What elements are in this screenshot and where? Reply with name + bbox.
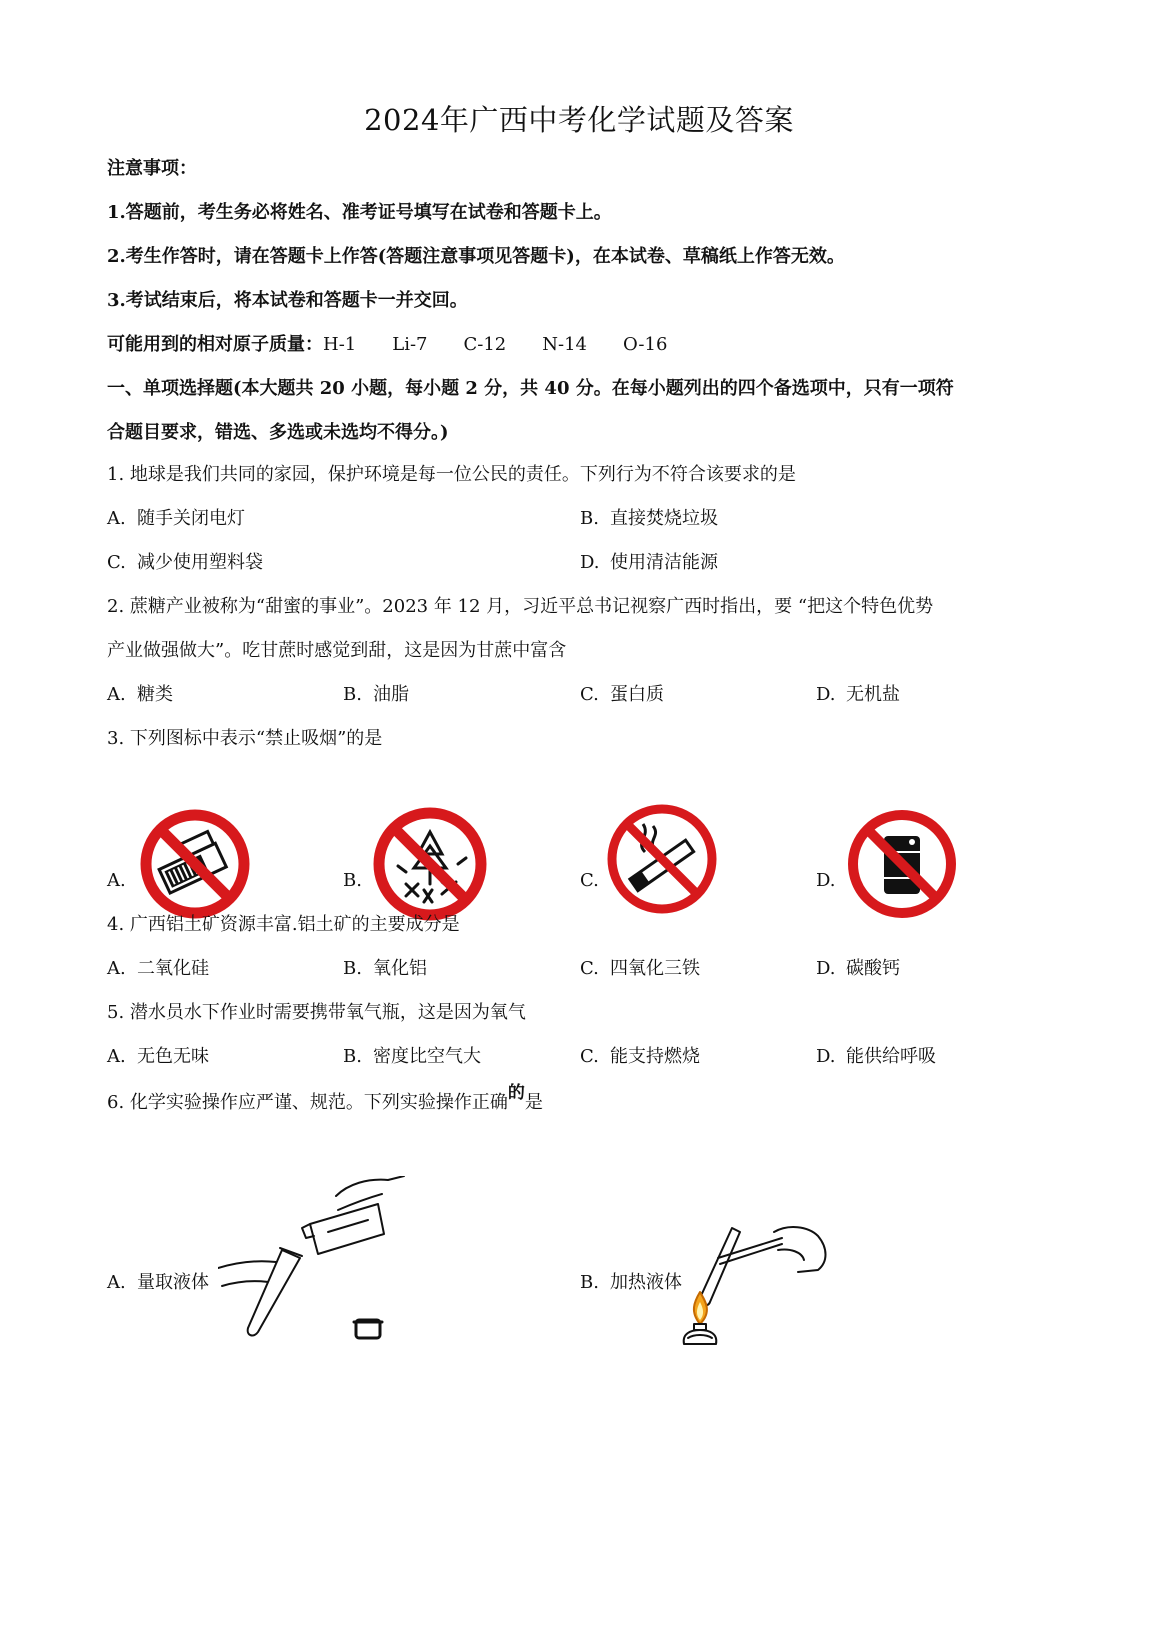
atomic-mass-value: H-1 bbox=[323, 334, 357, 355]
pouring-liquid-icon bbox=[218, 1176, 418, 1346]
option-letter: B. bbox=[343, 684, 362, 705]
option-letter: B. bbox=[343, 958, 362, 979]
question-6-stem bbox=[107, 1083, 543, 1114]
option-letter: D. bbox=[580, 552, 600, 573]
question-5-option-b[interactable] bbox=[343, 1042, 481, 1068]
option-letter: A. bbox=[107, 1046, 126, 1067]
option-letter: A. bbox=[107, 870, 126, 891]
option-letter: D. bbox=[816, 870, 836, 891]
option-text: 二氧化硅 bbox=[137, 958, 209, 979]
option-text: 氧化铝 bbox=[373, 958, 427, 979]
question-6-stem-text: 6. 化学实验操作应严谨、规范。下列实验操作正确 bbox=[107, 1092, 508, 1113]
notice-item-1: 1.答题前，考生务必将姓名、准考证号填写在试卷和答题卡上。 bbox=[107, 202, 612, 223]
question-1-option-a[interactable] bbox=[107, 504, 245, 530]
option-letter: C. bbox=[580, 684, 599, 705]
option-letter: C. bbox=[580, 1046, 599, 1067]
question-3-option-b[interactable] bbox=[343, 870, 362, 891]
option-text: 四氧化三铁 bbox=[610, 958, 700, 979]
question-2-stem-line-1: 2. 蔗糖产业被称为“甜蜜的事业”。2023 年 12 月，习近平总书记视察广西时指出，要 “把这个特色优势 bbox=[107, 596, 934, 617]
no-matches-icon bbox=[139, 808, 251, 920]
question-5-stem: 5. 潜水员水下作业时需要携带氧气瓶，这是因为氧气 bbox=[107, 1002, 526, 1023]
question-4-option-c[interactable] bbox=[580, 954, 700, 980]
page-title: 2024年广西中考化学试题及答案 bbox=[364, 103, 794, 137]
section-1-heading-line-2: 合题目要求，错选、多选或未选均不得分。) bbox=[107, 422, 449, 443]
option-letter: C. bbox=[107, 552, 126, 573]
question-1-option-c[interactable] bbox=[107, 548, 263, 574]
option-letter: C. bbox=[580, 958, 599, 979]
option-text: 密度比空气大 bbox=[373, 1046, 481, 1067]
question-4-stem: 4. 广西铝土矿资源丰富.铝土矿的主要成分是 bbox=[107, 914, 460, 935]
notice-heading: 注意事项： bbox=[107, 158, 197, 179]
question-6-option-a[interactable] bbox=[107, 1268, 209, 1294]
option-letter: A. bbox=[107, 1272, 126, 1293]
question-2-option-c[interactable] bbox=[580, 680, 664, 706]
question-3-option-c[interactable] bbox=[580, 870, 599, 891]
option-letter: A. bbox=[107, 684, 126, 705]
question-5-option-a[interactable] bbox=[107, 1042, 209, 1068]
question-3-option-d[interactable] bbox=[816, 870, 836, 891]
option-text: 能供给呼吸 bbox=[846, 1046, 936, 1067]
question-2-option-b[interactable] bbox=[343, 680, 409, 706]
question-2-option-a[interactable] bbox=[107, 680, 173, 706]
question-3-stem: 3. 下列图标中表示“禁止吸烟”的是 bbox=[107, 728, 383, 749]
atomic-mass-value: O-16 bbox=[623, 334, 668, 355]
atomic-mass-value: C-12 bbox=[463, 334, 507, 355]
atomic-mass-label: 可能用到的相对原子质量： bbox=[107, 334, 323, 355]
atomic-mass-value: Li-7 bbox=[392, 334, 428, 355]
option-letter: C. bbox=[580, 870, 599, 891]
option-letter: A. bbox=[107, 958, 126, 979]
option-letter: D. bbox=[816, 1046, 836, 1067]
question-1-stem: 1. 地球是我们共同的家园，保护环境是每一位公民的责任。下列行为不符合该要求的是 bbox=[107, 464, 796, 485]
no-smoking-icon bbox=[605, 802, 719, 916]
notice-item-2: 2.考生作答时，请在答题卡上作答(答题注意事项见答题卡)，在本试卷、草稿纸上作答无效。 bbox=[107, 246, 845, 267]
option-text: 无色无味 bbox=[137, 1046, 209, 1067]
option-text: 油脂 bbox=[373, 684, 409, 705]
option-letter: B. bbox=[343, 1046, 362, 1067]
no-fireworks-icon bbox=[372, 806, 488, 922]
option-text: 直接焚烧垃圾 bbox=[610, 508, 718, 529]
option-text: 糖类 bbox=[137, 684, 173, 705]
question-2-option-d[interactable] bbox=[816, 680, 900, 706]
question-4-option-b[interactable] bbox=[343, 954, 427, 980]
option-text: 能支持燃烧 bbox=[610, 1046, 700, 1067]
question-3-option-a[interactable] bbox=[107, 870, 126, 891]
option-text: 随手关闭电灯 bbox=[137, 508, 245, 529]
option-letter: B. bbox=[580, 508, 599, 529]
option-letter: A. bbox=[107, 508, 126, 529]
option-text: 碳酸钙 bbox=[846, 958, 900, 979]
option-text: 蛋白质 bbox=[610, 684, 664, 705]
question-4-option-a[interactable] bbox=[107, 954, 209, 980]
question-6-option-b[interactable] bbox=[580, 1268, 682, 1294]
option-text: 减少使用塑料袋 bbox=[137, 552, 263, 573]
atomic-mass-line bbox=[107, 330, 703, 356]
question-5-option-c[interactable] bbox=[580, 1042, 700, 1068]
option-letter: D. bbox=[816, 958, 836, 979]
option-letter: B. bbox=[343, 870, 362, 891]
heating-test-tube-icon bbox=[678, 1214, 838, 1346]
notice-item-3: 3.考试结束后，将本试卷和答题卡一并交回。 bbox=[107, 290, 468, 311]
option-letter: B. bbox=[580, 1272, 599, 1293]
atomic-mass-value: N-14 bbox=[542, 334, 587, 355]
option-text: 加热液体 bbox=[610, 1272, 682, 1293]
section-1-heading-line-1: 一、单项选择题(本大题共 20 小题，每小题 2 分，共 40 分。在每小题列出的四个备选项中，只有一项符 bbox=[107, 378, 954, 399]
question-2-stem-line-2: 产业做强做大”。吃甘蔗时感觉到甜，这是因为甘蔗中富含 bbox=[107, 640, 567, 661]
no-oil-drum-icon bbox=[846, 808, 958, 920]
question-5-option-d[interactable] bbox=[816, 1042, 936, 1068]
option-text: 量取液体 bbox=[137, 1272, 209, 1293]
option-text: 无机盐 bbox=[846, 684, 900, 705]
question-4-option-d[interactable] bbox=[816, 954, 900, 980]
option-text: 使用清洁能源 bbox=[610, 552, 718, 573]
question-6-stem-emphasis: 的 bbox=[507, 1083, 525, 1103]
question-1-option-d[interactable] bbox=[580, 548, 718, 574]
option-letter: D. bbox=[816, 684, 836, 705]
question-1-option-b[interactable] bbox=[580, 504, 718, 530]
question-6-stem-tail: 是 bbox=[524, 1092, 543, 1113]
